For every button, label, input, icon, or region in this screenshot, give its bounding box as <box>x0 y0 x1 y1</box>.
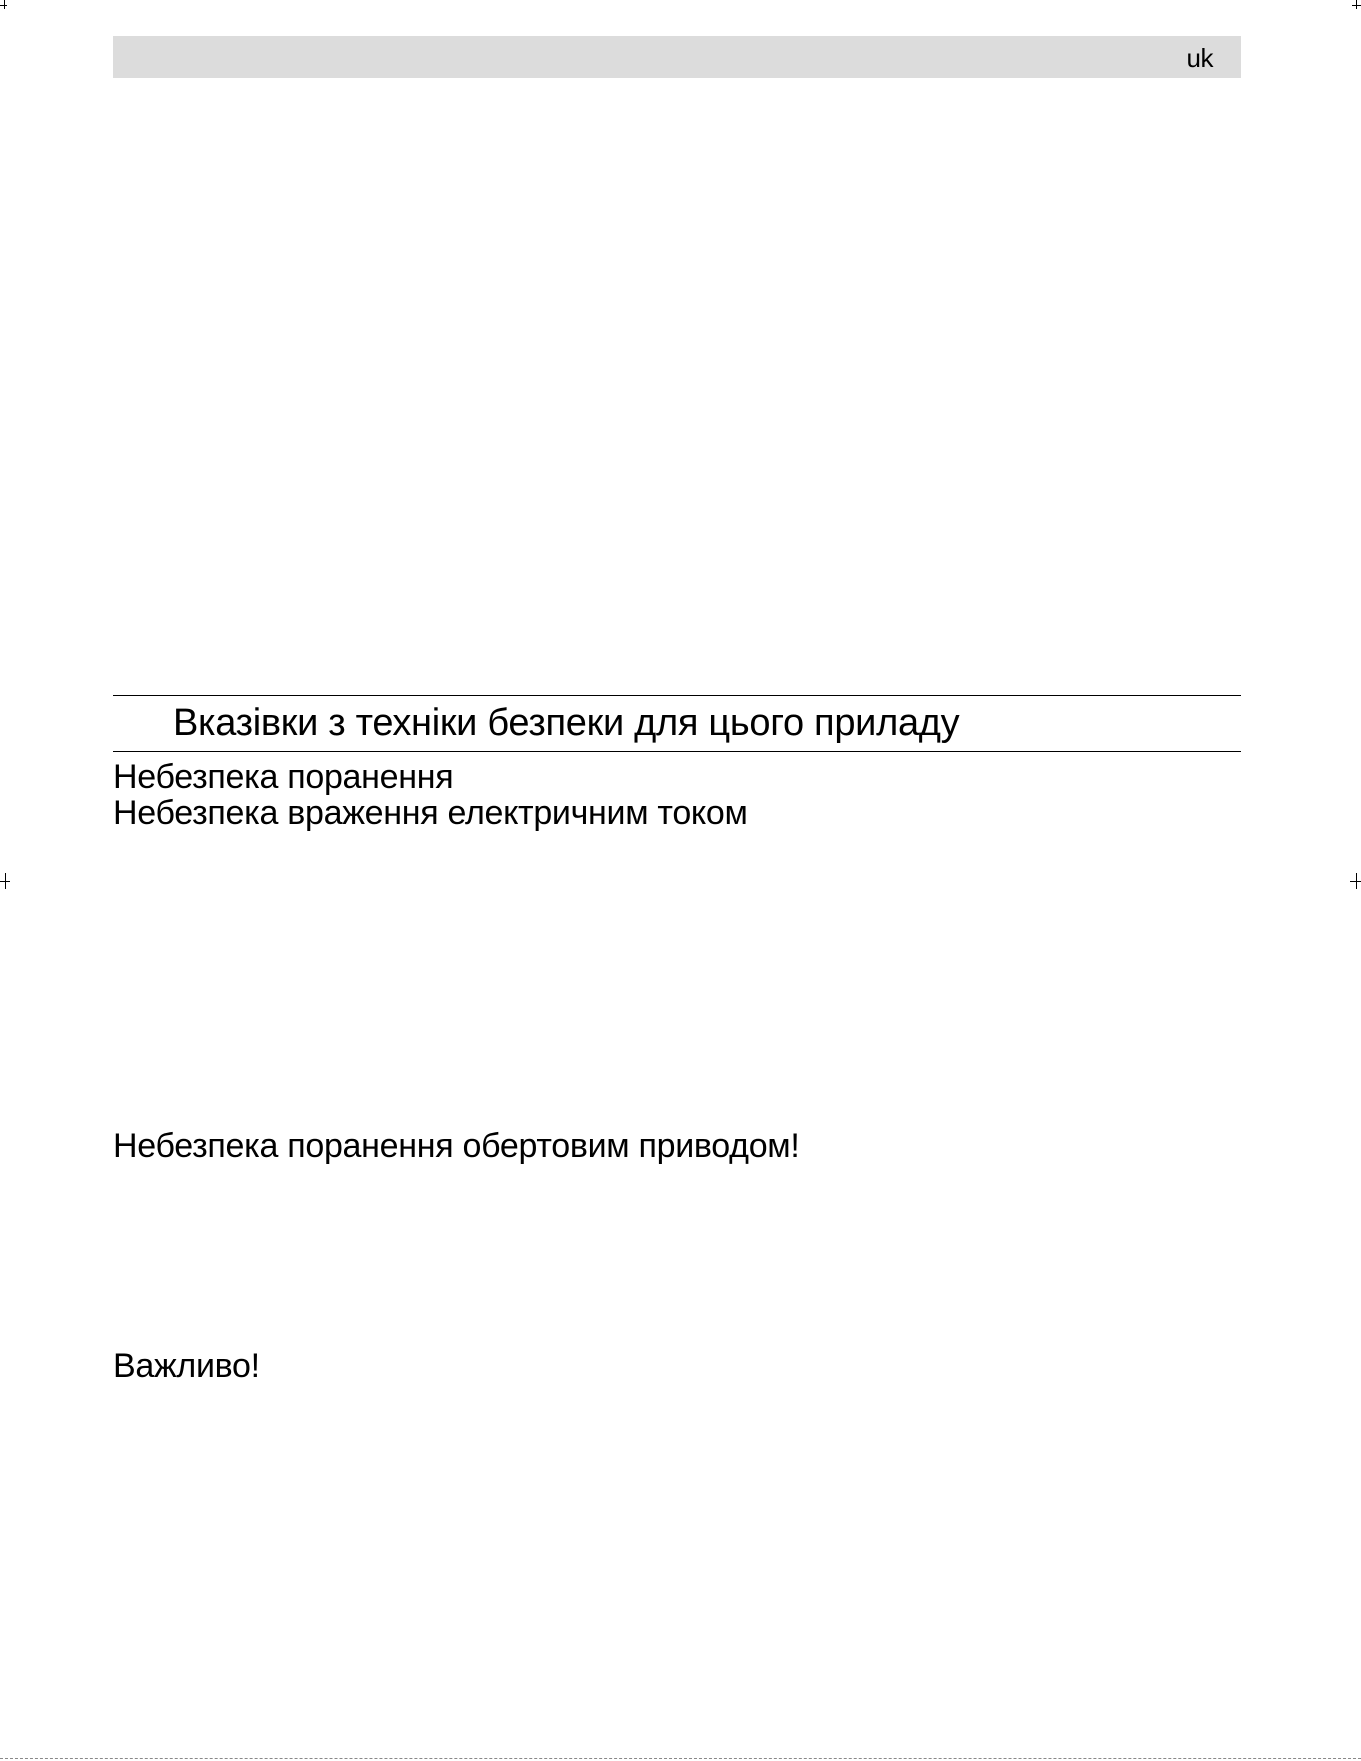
heading-rotating-drive-risk: Небезпека поранення обертовим приводом! <box>113 1127 800 1165</box>
crop-mark-mid-left-v <box>5 873 6 889</box>
section-title: Вказівки з техніки безпеки для цього приладу <box>173 702 960 744</box>
heading-injury-risk: Небезпека поранення <box>113 758 454 796</box>
section-rule-bottom <box>113 751 1241 752</box>
language-bar <box>113 36 1241 78</box>
crop-mark-top-right-v <box>1356 0 1357 9</box>
heading-important: Важливо! <box>113 1347 260 1385</box>
heading-electric-shock-risk: Небезпека враження електричним током <box>113 794 748 832</box>
section-rule-top <box>113 695 1241 696</box>
bottom-trim-line <box>0 1758 1361 1759</box>
language-code: uk <box>1186 43 1213 73</box>
crop-mark-mid-right-v <box>1356 873 1357 889</box>
crop-mark-top-left-v <box>4 0 5 9</box>
